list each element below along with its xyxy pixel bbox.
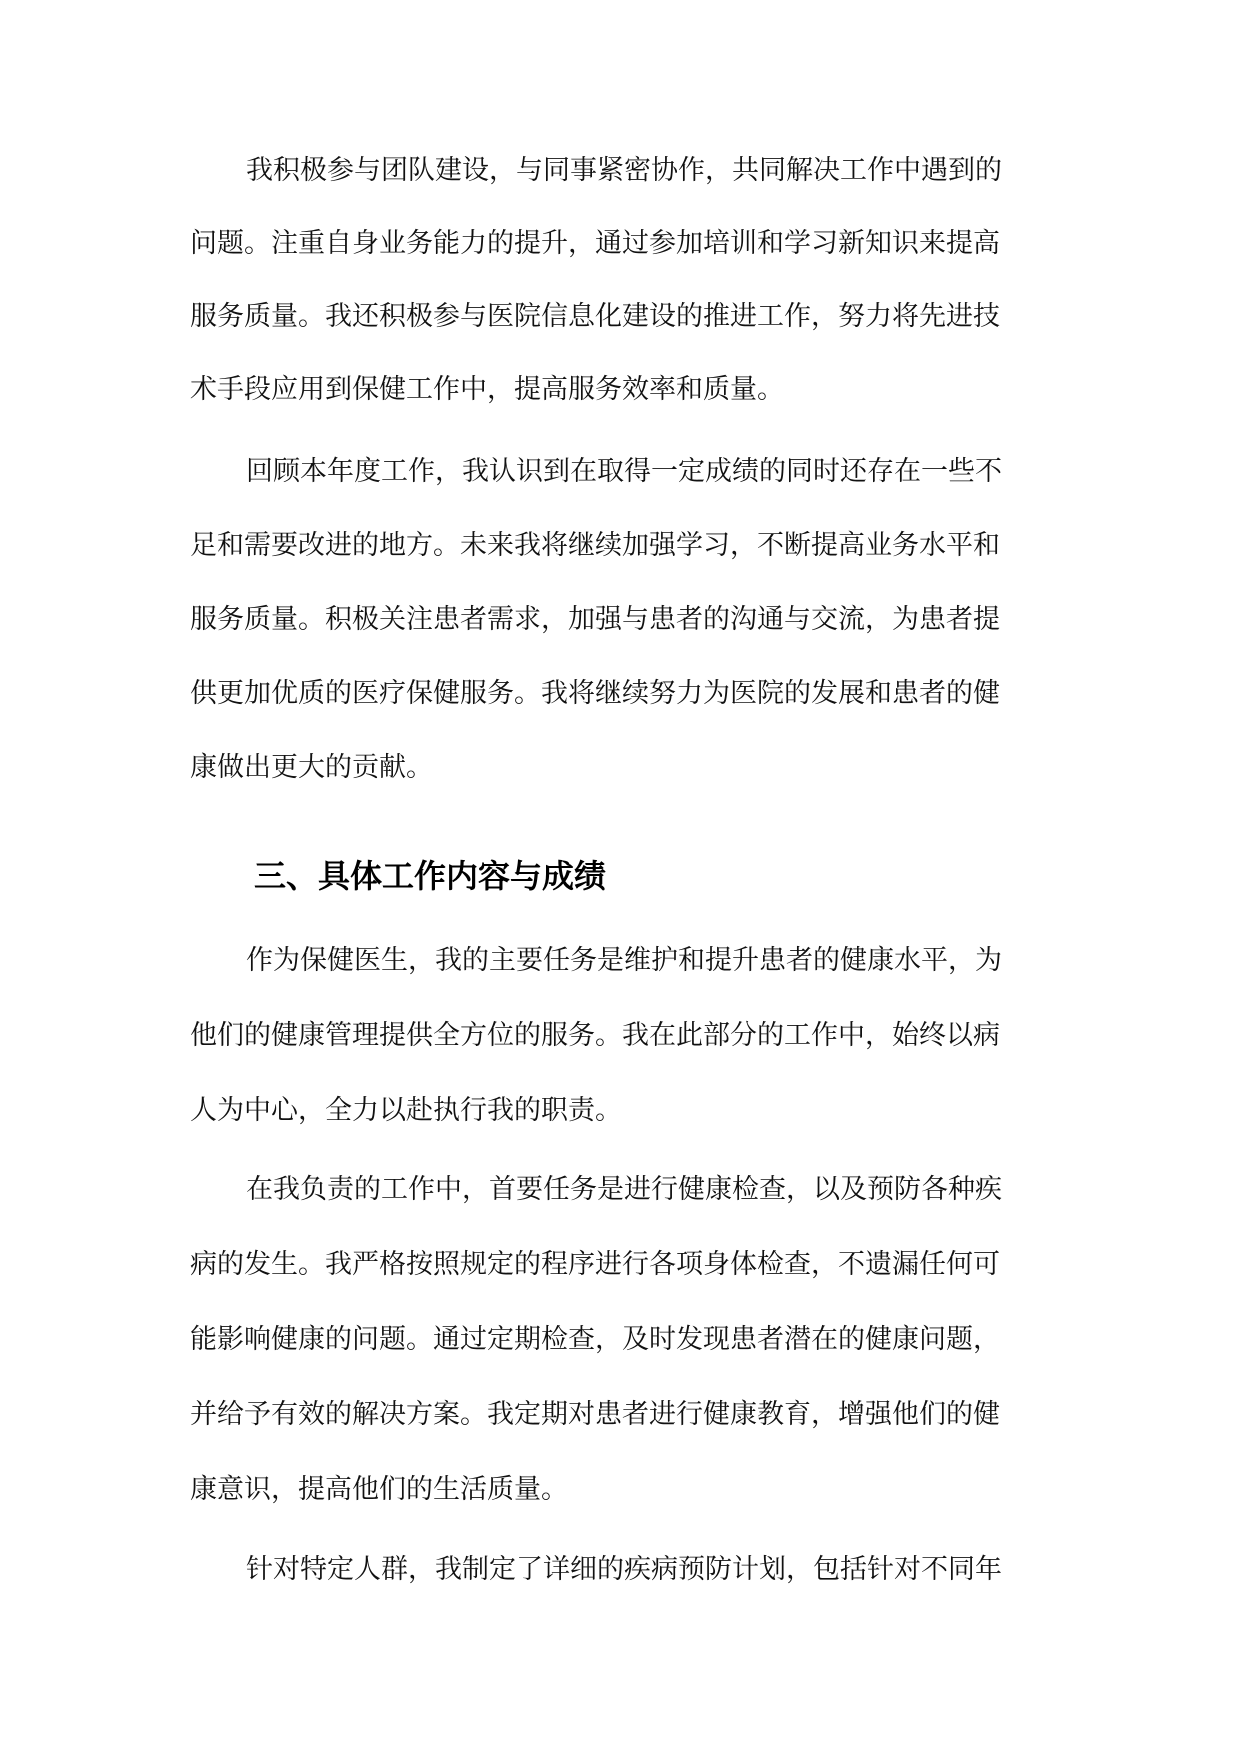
section-paragraph-2-line-5: 康意识，提高他们的生活质量。	[190, 1474, 568, 1505]
paragraph-1-line-2: 问题。注重自身业务能力的提升，通过参加培训和学习新知识来提高	[190, 228, 1000, 259]
section-paragraph-1-line-3: 人为中心，全力以赴执行我的职责。	[190, 1095, 622, 1126]
section-paragraph-2-line-4: 并给予有效的解决方案。我定期对患者进行健康教育，增强他们的健	[190, 1399, 1000, 1430]
paragraph-2-line-5: 康做出更大的贡献。	[190, 752, 433, 783]
paragraph-1-line-3: 服务质量。我还积极参与医院信息化建设的推进工作，努力将先进技	[190, 301, 1000, 332]
paragraph-2-line-2: 足和需要改进的地方。未来我将继续加强学习，不断提高业务水平和	[190, 530, 1000, 561]
section-paragraph-2-line-3: 能影响健康的问题。通过定期检查，及时发现患者潜在的健康问题，	[190, 1324, 1000, 1355]
section-paragraph-2-line-2: 病的发生。我严格按照规定的程序进行各项身体检查，不遗漏任何可	[190, 1249, 1000, 1280]
paragraph-1-line-4: 术手段应用到保健工作中，提高服务效率和质量。	[190, 374, 784, 405]
paragraph-2-line-1: 回顾本年度工作，我认识到在取得一定成绩的同时还存在一些不	[246, 456, 1002, 487]
section-paragraph-3-line-1: 针对特定人群，我制定了详细的疾病预防计划，包括针对不同年	[246, 1554, 1002, 1585]
paragraph-2-line-4: 供更加优质的医疗保健服务。我将继续努力为医院的发展和患者的健	[190, 678, 1000, 709]
section-paragraph-1-line-2: 他们的健康管理提供全方位的服务。我在此部分的工作中，始终以病	[190, 1020, 1000, 1051]
section-paragraph-1-line-1: 作为保健医生，我的主要任务是维护和提升患者的健康水平，为	[246, 945, 1002, 976]
paragraph-1-line-1: 我积极参与团队建设，与同事紧密协作，共同解决工作中遇到的	[246, 155, 1002, 186]
section-heading: 三、具体工作内容与成绩	[254, 857, 607, 895]
paragraph-2-line-3: 服务质量。积极关注患者需求，加强与患者的沟通与交流，为患者提	[190, 604, 1000, 635]
section-paragraph-2-line-1: 在我负责的工作中，首要任务是进行健康检查，以及预防各种疾	[246, 1174, 1002, 1205]
